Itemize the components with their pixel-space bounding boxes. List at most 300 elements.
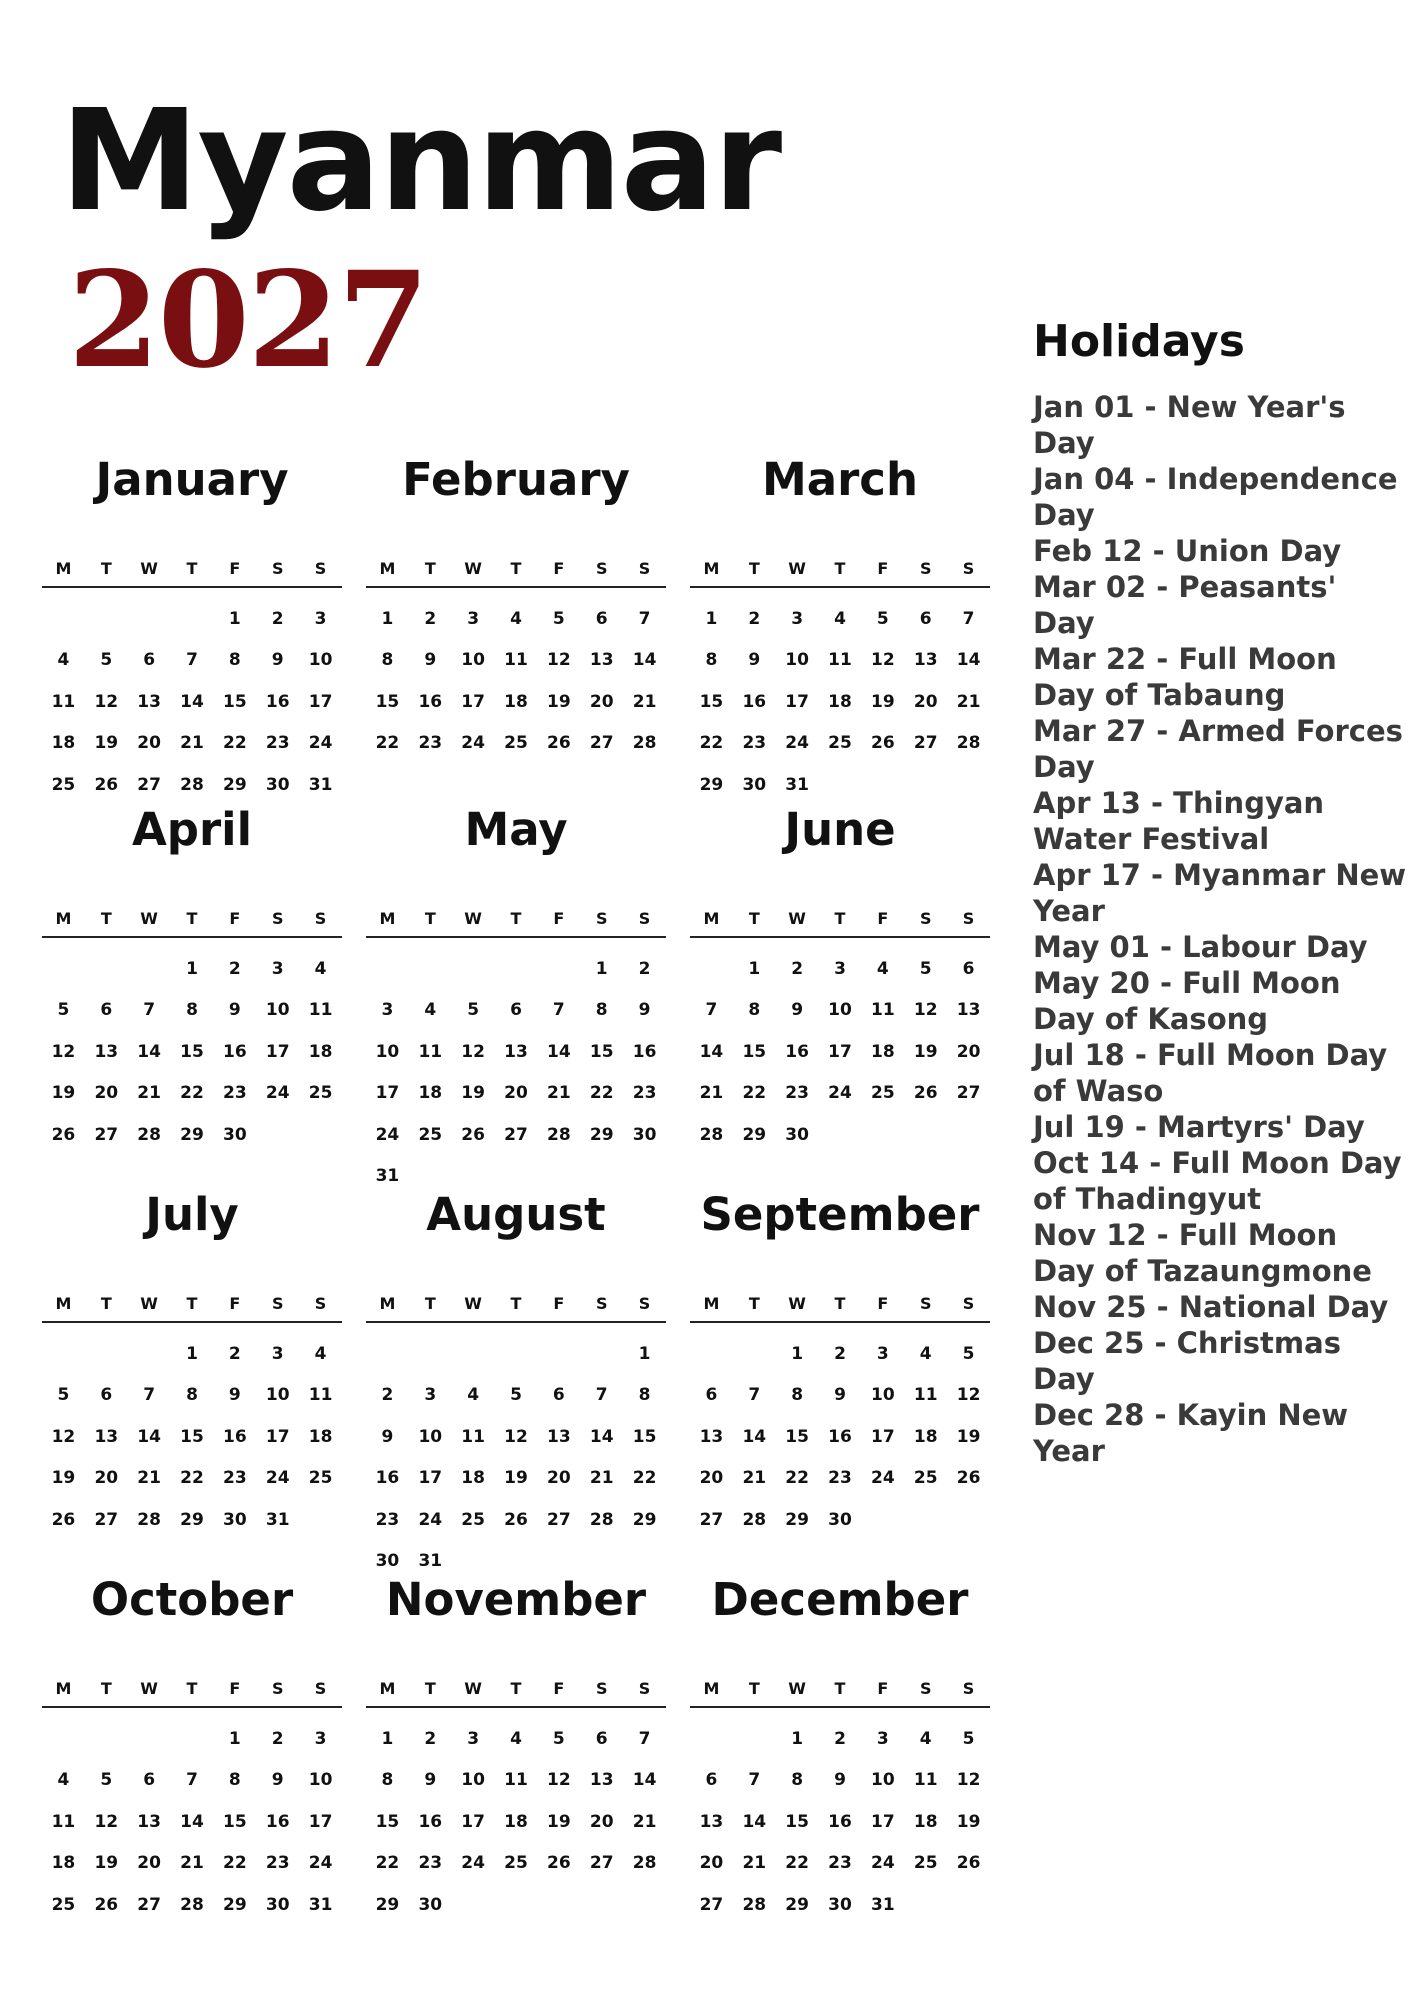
day-grid bbox=[690, 938, 990, 1156]
day-cell: 4 bbox=[314, 1343, 327, 1364]
day-cell: 18 bbox=[461, 1468, 485, 1489]
day-cell: 1 bbox=[228, 1728, 241, 1749]
holiday-item: May 01 - Labour Day bbox=[1033, 930, 1368, 964]
weekday-label: T bbox=[510, 1679, 522, 1698]
day-cell: 8 bbox=[228, 650, 241, 671]
weekday-label: W bbox=[788, 559, 806, 578]
holiday-item: Mar 02 - Peasants' Day bbox=[1033, 570, 1337, 640]
month-august bbox=[366, 1185, 666, 1582]
day-cell: 3 bbox=[314, 1728, 327, 1749]
weekday-label: W bbox=[464, 559, 482, 578]
day-cell: 10 bbox=[265, 1385, 290, 1406]
day-cell: 27 bbox=[504, 1124, 528, 1145]
day-cell: 13 bbox=[589, 650, 614, 671]
day-cell: 19 bbox=[956, 1811, 981, 1832]
day-cell: 9 bbox=[271, 1770, 284, 1791]
day-cell: 19 bbox=[871, 691, 895, 712]
holiday-item: May 20 - Full Moon Day of Kasong bbox=[1033, 966, 1341, 1036]
day-cell: 18 bbox=[504, 691, 528, 712]
weekday-label: T bbox=[834, 909, 846, 928]
day-cell: 3 bbox=[467, 608, 480, 629]
day-cell: 8 bbox=[791, 1770, 804, 1791]
month-name: September bbox=[700, 1188, 980, 1241]
day-cell: 21 bbox=[137, 1468, 161, 1489]
day-cell: 30 bbox=[418, 1894, 443, 1915]
holiday-item: Feb 12 - Union Day bbox=[1033, 534, 1342, 568]
day-cell: 14 bbox=[742, 1811, 767, 1832]
weekday-label: S bbox=[314, 1294, 327, 1313]
day-cell: 15 bbox=[589, 1041, 614, 1062]
weekday-label: S bbox=[271, 1679, 284, 1698]
day-cell: 12 bbox=[504, 1426, 528, 1447]
weekday-label: T bbox=[186, 1679, 198, 1698]
day-cell: 11 bbox=[913, 1770, 938, 1791]
weekday-label: T bbox=[510, 909, 522, 928]
day-cell: 2 bbox=[228, 958, 241, 979]
day-cell: 26 bbox=[461, 1124, 485, 1145]
month-name: March bbox=[761, 453, 919, 506]
day-cell: 3 bbox=[271, 958, 284, 979]
day-cell: 10 bbox=[461, 1770, 485, 1791]
day-cell: 30 bbox=[223, 1124, 247, 1145]
day-cell: 1 bbox=[186, 1343, 198, 1364]
day-cell: 24 bbox=[265, 1083, 290, 1104]
day-cell: 24 bbox=[871, 1468, 895, 1489]
weekday-label: S bbox=[314, 1679, 327, 1698]
day-cell: 11 bbox=[308, 1000, 333, 1021]
day-cell: 24 bbox=[461, 1853, 485, 1874]
day-cell: 22 bbox=[742, 1083, 767, 1104]
day-cell: 14 bbox=[699, 1041, 724, 1062]
holiday-item: Jan 04 - Independence Day bbox=[1033, 462, 1398, 532]
day-cell: 1 bbox=[381, 1728, 394, 1749]
day-cell: 9 bbox=[381, 1426, 394, 1447]
day-cell: 17 bbox=[871, 1811, 895, 1832]
day-cell: 7 bbox=[638, 1728, 651, 1749]
day-cell: 4 bbox=[834, 608, 846, 629]
day-cell: 10 bbox=[871, 1385, 895, 1406]
calendar-year: 2027 bbox=[68, 243, 428, 398]
day-cell: 25 bbox=[871, 1083, 895, 1104]
day-cell: 24 bbox=[828, 1083, 852, 1104]
weekday-header bbox=[690, 890, 990, 938]
day-cell: 28 bbox=[137, 1509, 161, 1530]
day-cell: 28 bbox=[589, 1509, 614, 1530]
day-grid bbox=[366, 588, 666, 764]
day-cell: 1 bbox=[705, 608, 718, 629]
day-cell: 9 bbox=[834, 1385, 846, 1406]
day-cell: 21 bbox=[547, 1083, 571, 1104]
weekday-label: T bbox=[748, 1679, 760, 1698]
day-cell: 6 bbox=[705, 1770, 718, 1791]
day-cell: 14 bbox=[547, 1041, 571, 1062]
day-cell: 11 bbox=[308, 1385, 333, 1406]
day-cell: 13 bbox=[589, 1770, 614, 1791]
holiday-item: Jan 01 - New Year's Day bbox=[1033, 390, 1346, 460]
day-cell: 3 bbox=[876, 1343, 889, 1364]
day-cell: 9 bbox=[271, 650, 284, 671]
day-cell: 17 bbox=[461, 691, 485, 712]
day-cell: 12 bbox=[956, 1770, 981, 1791]
day-cell: 19 bbox=[504, 1468, 528, 1489]
day-cell: 23 bbox=[785, 1083, 809, 1104]
weekday-label: S bbox=[314, 559, 327, 578]
day-cell: 23 bbox=[223, 1468, 247, 1489]
day-cell: 4 bbox=[424, 1000, 437, 1021]
day-cell: 10 bbox=[308, 650, 333, 671]
month-december bbox=[690, 1570, 990, 1926]
day-cell: 11 bbox=[828, 650, 852, 671]
day-cell: 17 bbox=[265, 1426, 290, 1447]
weekday-label: F bbox=[229, 1679, 241, 1698]
day-cell: 4 bbox=[510, 608, 522, 629]
weekday-label: S bbox=[919, 1679, 932, 1698]
day-cell: 13 bbox=[137, 1811, 161, 1832]
day-grid bbox=[42, 1708, 342, 1926]
day-cell: 16 bbox=[785, 1041, 809, 1062]
day-cell: 18 bbox=[828, 691, 852, 712]
day-cell: 24 bbox=[461, 733, 485, 754]
weekday-header bbox=[690, 540, 990, 588]
day-cell: 14 bbox=[632, 650, 657, 671]
day-cell: 28 bbox=[180, 774, 204, 795]
weekday-label: T bbox=[100, 559, 112, 578]
day-cell: 28 bbox=[137, 1124, 161, 1145]
day-cell: 31 bbox=[308, 774, 333, 795]
day-cell: 19 bbox=[913, 1041, 938, 1062]
day-cell: 12 bbox=[461, 1041, 485, 1062]
day-cell: 10 bbox=[375, 1041, 400, 1062]
day-cell: 22 bbox=[223, 1853, 247, 1874]
day-cell: 2 bbox=[424, 1728, 437, 1749]
weekday-label: S bbox=[638, 1679, 651, 1698]
day-grid bbox=[42, 1323, 342, 1541]
weekday-label: W bbox=[788, 909, 806, 928]
day-cell: 2 bbox=[424, 608, 437, 629]
day-cell: 3 bbox=[467, 1728, 480, 1749]
day-cell: 12 bbox=[547, 1770, 571, 1791]
day-cell: 15 bbox=[785, 1426, 809, 1447]
weekday-label: W bbox=[788, 1294, 806, 1313]
day-cell: 6 bbox=[595, 608, 608, 629]
weekday-label: S bbox=[638, 1294, 651, 1313]
day-cell: 4 bbox=[314, 958, 327, 979]
day-cell: 5 bbox=[57, 1000, 70, 1021]
day-grid bbox=[42, 938, 342, 1156]
day-cell: 1 bbox=[791, 1343, 804, 1364]
weekday-label: F bbox=[553, 559, 565, 578]
day-cell: 31 bbox=[418, 1551, 443, 1572]
day-cell: 3 bbox=[834, 958, 846, 979]
day-cell: 13 bbox=[913, 650, 938, 671]
weekday-label: M bbox=[55, 1679, 72, 1698]
day-cell: 18 bbox=[51, 733, 76, 754]
day-cell: 13 bbox=[547, 1426, 571, 1447]
day-cell: 27 bbox=[137, 1894, 161, 1915]
day-cell: 6 bbox=[143, 1770, 156, 1791]
holidays-list bbox=[1033, 389, 1408, 1469]
month-september bbox=[690, 1185, 990, 1541]
day-cell: 26 bbox=[956, 1853, 981, 1874]
holiday-item: Dec 28 - Kayin New Year bbox=[1033, 1398, 1349, 1468]
holiday-item: Jul 18 - Full Moon Day of Waso bbox=[1033, 1038, 1388, 1108]
weekday-header bbox=[366, 1660, 666, 1708]
month-name: October bbox=[90, 1573, 294, 1626]
weekday-label: F bbox=[553, 909, 565, 928]
day-cell: 17 bbox=[308, 1811, 333, 1832]
day-cell: 30 bbox=[742, 774, 767, 795]
day-cell: 15 bbox=[632, 1426, 657, 1447]
day-cell: 20 bbox=[699, 1853, 724, 1874]
day-cell: 12 bbox=[913, 1000, 938, 1021]
day-cell: 21 bbox=[742, 1853, 767, 1874]
day-cell: 14 bbox=[137, 1041, 161, 1062]
day-cell: 28 bbox=[742, 1509, 767, 1530]
month-july bbox=[42, 1185, 342, 1541]
day-cell: 18 bbox=[308, 1426, 333, 1447]
day-cell: 25 bbox=[51, 774, 76, 795]
day-cell: 7 bbox=[143, 1000, 156, 1021]
weekday-label: T bbox=[186, 909, 198, 928]
day-cell: 30 bbox=[632, 1124, 657, 1145]
day-cell: 17 bbox=[871, 1426, 895, 1447]
weekday-label: S bbox=[271, 1294, 284, 1313]
day-cell: 10 bbox=[265, 1000, 290, 1021]
holiday-item: Apr 13 - Thingyan Water Festival bbox=[1033, 786, 1325, 856]
day-cell: 25 bbox=[913, 1468, 938, 1489]
day-cell: 16 bbox=[632, 1041, 657, 1062]
day-cell: 20 bbox=[699, 1468, 724, 1489]
day-cell: 10 bbox=[461, 650, 485, 671]
day-cell: 28 bbox=[699, 1124, 724, 1145]
day-cell: 20 bbox=[137, 733, 161, 754]
weekday-label: F bbox=[229, 559, 241, 578]
holiday-item: Mar 22 - Full Moon Day of Tabaung bbox=[1033, 642, 1337, 712]
day-cell: 16 bbox=[418, 691, 443, 712]
day-cell: 7 bbox=[552, 1000, 565, 1021]
day-cell: 21 bbox=[180, 1853, 204, 1874]
day-cell: 29 bbox=[589, 1124, 614, 1145]
weekday-label: T bbox=[186, 559, 198, 578]
day-cell: 6 bbox=[143, 650, 156, 671]
day-cell: 27 bbox=[589, 1853, 614, 1874]
day-cell: 21 bbox=[589, 1468, 614, 1489]
day-cell: 23 bbox=[828, 1468, 852, 1489]
day-grid bbox=[690, 1708, 990, 1926]
day-cell: 12 bbox=[94, 691, 119, 712]
weekday-label: F bbox=[229, 909, 241, 928]
day-cell: 4 bbox=[919, 1728, 932, 1749]
day-cell: 23 bbox=[828, 1853, 852, 1874]
day-cell: 30 bbox=[223, 1509, 247, 1530]
day-cell: 23 bbox=[375, 1509, 400, 1530]
day-cell: 3 bbox=[381, 1000, 394, 1021]
weekday-label: M bbox=[379, 1294, 396, 1313]
weekday-label: S bbox=[638, 909, 651, 928]
day-cell: 7 bbox=[186, 1770, 198, 1791]
day-cell: 3 bbox=[271, 1343, 284, 1364]
day-cell: 27 bbox=[94, 1124, 119, 1145]
month-name: June bbox=[784, 803, 896, 856]
day-cell: 16 bbox=[828, 1811, 852, 1832]
day-cell: 1 bbox=[791, 1728, 804, 1749]
day-cell: 5 bbox=[552, 608, 565, 629]
day-cell: 20 bbox=[504, 1083, 528, 1104]
day-cell: 7 bbox=[186, 650, 198, 671]
day-cell: 18 bbox=[871, 1041, 895, 1062]
day-cell: 16 bbox=[223, 1426, 247, 1447]
day-cell: 12 bbox=[956, 1385, 981, 1406]
day-cell: 24 bbox=[375, 1124, 400, 1145]
day-cell: 23 bbox=[742, 733, 767, 754]
day-cell: 8 bbox=[228, 1770, 241, 1791]
day-cell: 22 bbox=[180, 1083, 204, 1104]
day-cell: 24 bbox=[308, 733, 333, 754]
weekday-header bbox=[366, 890, 666, 938]
day-cell: 4 bbox=[919, 1343, 932, 1364]
weekday-header bbox=[690, 1660, 990, 1708]
day-cell: 15 bbox=[375, 691, 400, 712]
day-grid bbox=[42, 588, 342, 806]
day-cell: 23 bbox=[418, 1853, 443, 1874]
day-cell: 8 bbox=[186, 1385, 198, 1406]
day-cell: 1 bbox=[186, 958, 198, 979]
day-cell: 5 bbox=[100, 1770, 113, 1791]
day-cell: 13 bbox=[94, 1041, 119, 1062]
day-cell: 14 bbox=[742, 1426, 767, 1447]
day-grid bbox=[690, 1323, 990, 1541]
weekday-label: T bbox=[834, 1679, 846, 1698]
day-cell: 2 bbox=[748, 608, 761, 629]
weekday-label: T bbox=[186, 1294, 198, 1313]
day-cell: 8 bbox=[638, 1385, 651, 1406]
day-cell: 9 bbox=[424, 650, 437, 671]
weekday-label: F bbox=[229, 1294, 241, 1313]
day-cell: 30 bbox=[375, 1551, 400, 1572]
day-cell: 31 bbox=[265, 1509, 290, 1530]
weekday-label: T bbox=[748, 1294, 760, 1313]
day-cell: 23 bbox=[223, 1083, 247, 1104]
day-cell: 6 bbox=[919, 608, 932, 629]
day-cell: 17 bbox=[308, 691, 333, 712]
day-cell: 23 bbox=[265, 1853, 290, 1874]
weekday-label: M bbox=[55, 559, 72, 578]
weekday-label: S bbox=[595, 1679, 608, 1698]
day-cell: 21 bbox=[632, 691, 657, 712]
weekday-label: W bbox=[788, 1679, 806, 1698]
day-cell: 1 bbox=[228, 608, 241, 629]
day-cell: 25 bbox=[51, 1894, 76, 1915]
weekday-label: M bbox=[379, 1679, 396, 1698]
day-cell: 5 bbox=[100, 650, 113, 671]
weekday-header bbox=[42, 540, 342, 588]
day-cell: 20 bbox=[94, 1468, 119, 1489]
page-title: Myanmar bbox=[60, 80, 781, 243]
day-cell: 11 bbox=[51, 691, 76, 712]
weekday-label: T bbox=[424, 909, 436, 928]
day-cell: 18 bbox=[913, 1811, 938, 1832]
day-cell: 24 bbox=[265, 1468, 290, 1489]
day-cell: 21 bbox=[632, 1811, 657, 1832]
day-cell: 2 bbox=[228, 1343, 241, 1364]
day-cell: 25 bbox=[828, 733, 852, 754]
day-cell: 25 bbox=[418, 1124, 443, 1145]
day-cell: 11 bbox=[418, 1041, 443, 1062]
holiday-item: Dec 25 - Christmas Day bbox=[1033, 1326, 1341, 1396]
day-cell: 12 bbox=[547, 650, 571, 671]
day-cell: 7 bbox=[748, 1770, 761, 1791]
day-cell: 26 bbox=[913, 1083, 938, 1104]
day-cell: 26 bbox=[51, 1124, 76, 1145]
day-grid bbox=[690, 588, 990, 806]
day-cell: 17 bbox=[418, 1468, 443, 1489]
day-cell: 10 bbox=[418, 1426, 443, 1447]
day-cell: 3 bbox=[424, 1385, 437, 1406]
holiday-item: Nov 12 - Full Moon Day of Tazaungmone bbox=[1033, 1218, 1372, 1288]
month-name: April bbox=[131, 803, 253, 856]
day-cell: 31 bbox=[871, 1894, 895, 1915]
day-cell: 9 bbox=[748, 650, 761, 671]
day-cell: 29 bbox=[742, 1124, 767, 1145]
day-cell: 27 bbox=[913, 733, 938, 754]
day-cell: 7 bbox=[705, 1000, 718, 1021]
day-cell: 26 bbox=[51, 1509, 76, 1530]
day-cell: 20 bbox=[94, 1083, 119, 1104]
day-cell: 10 bbox=[828, 1000, 852, 1021]
day-cell: 27 bbox=[547, 1509, 571, 1530]
day-cell: 7 bbox=[595, 1385, 608, 1406]
day-cell: 20 bbox=[956, 1041, 981, 1062]
day-cell: 27 bbox=[699, 1894, 724, 1915]
weekday-label: T bbox=[834, 559, 846, 578]
weekday-label: S bbox=[595, 909, 608, 928]
day-cell: 20 bbox=[913, 691, 938, 712]
day-cell: 20 bbox=[547, 1468, 571, 1489]
day-cell: 2 bbox=[638, 958, 651, 979]
day-cell: 6 bbox=[100, 1000, 113, 1021]
day-cell: 20 bbox=[589, 1811, 614, 1832]
day-cell: 29 bbox=[180, 1509, 204, 1530]
weekday-label: M bbox=[379, 559, 396, 578]
day-cell: 26 bbox=[94, 774, 119, 795]
day-cell: 8 bbox=[595, 1000, 608, 1021]
weekday-label: S bbox=[962, 1679, 975, 1698]
day-cell: 5 bbox=[552, 1728, 565, 1749]
weekday-label: T bbox=[424, 559, 436, 578]
day-cell: 22 bbox=[785, 1468, 809, 1489]
day-cell: 22 bbox=[180, 1468, 204, 1489]
day-cell: 6 bbox=[962, 958, 975, 979]
weekday-label: S bbox=[271, 559, 284, 578]
month-april bbox=[42, 800, 342, 1156]
weekday-label: F bbox=[877, 1679, 889, 1698]
weekday-label: F bbox=[877, 909, 889, 928]
month-november bbox=[366, 1570, 666, 1926]
holiday-item: Oct 14 - Full Moon Day of Thadingyut bbox=[1033, 1146, 1402, 1216]
day-cell: 2 bbox=[271, 1728, 284, 1749]
day-cell: 10 bbox=[308, 1770, 333, 1791]
day-cell: 15 bbox=[785, 1811, 809, 1832]
weekday-label: S bbox=[919, 1294, 932, 1313]
day-cell: 3 bbox=[876, 1728, 889, 1749]
holiday-item: Mar 27 - Armed Forces Day bbox=[1033, 714, 1403, 784]
day-cell: 16 bbox=[742, 691, 767, 712]
day-cell: 4 bbox=[467, 1385, 480, 1406]
weekday-label: W bbox=[140, 909, 158, 928]
day-cell: 22 bbox=[632, 1468, 657, 1489]
day-cell: 7 bbox=[638, 608, 651, 629]
day-cell: 13 bbox=[137, 691, 161, 712]
